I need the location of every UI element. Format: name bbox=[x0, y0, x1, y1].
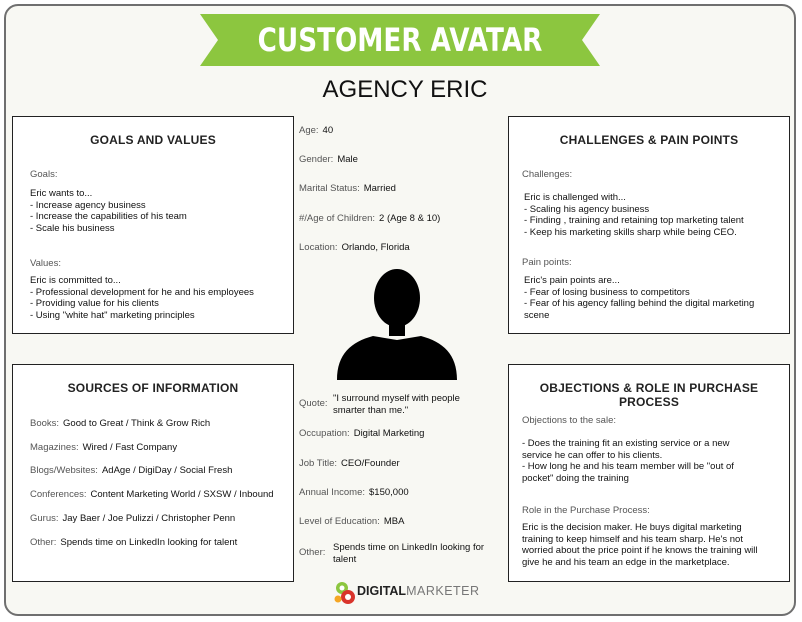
logo-wordmark bbox=[357, 584, 480, 598]
location-label: Location: bbox=[299, 242, 338, 253]
source-value: Good to Great / Think & Grow Rich bbox=[63, 418, 211, 429]
children-value: 2 (Age 8 & 10) bbox=[379, 213, 441, 224]
role-text: Eric is the decision maker. He buys digital marketing training to keep himself and his team sharp. He's not worried about the price point if he knows the training will give he and his team an edge in the marketplace. bbox=[522, 522, 758, 568]
title-banner bbox=[200, 14, 600, 66]
quote-label: Quote: bbox=[299, 398, 328, 409]
gender-value: Male bbox=[337, 154, 358, 165]
quote-row bbox=[299, 393, 504, 426]
gender-label: Gender: bbox=[299, 154, 334, 165]
sources-box bbox=[12, 364, 294, 582]
other-row bbox=[299, 542, 504, 575]
age-value: 40 bbox=[322, 125, 334, 136]
challenges-title: CHALLENGES & PAIN POINTS bbox=[559, 133, 739, 147]
objections-text: - Does the training fit an existing service or a new service he can offer to his clients. - How long he and his team member will be "out of pocket" doing the training bbox=[522, 438, 734, 484]
source-value: Jay Baer / Joe Pulizzi / Christopher Penn bbox=[62, 513, 236, 524]
values-label: Values: bbox=[30, 258, 61, 269]
marital-label: Marital Status: bbox=[299, 183, 360, 194]
age-label: Age: bbox=[299, 125, 319, 136]
goals-values-title: GOALS AND VALUES bbox=[90, 133, 216, 147]
source-row-other bbox=[30, 537, 237, 548]
age-row bbox=[299, 125, 333, 136]
source-label: Conferences: bbox=[30, 489, 87, 500]
location-row bbox=[299, 242, 410, 253]
quote-value: "I surround myself with people smarter than me." bbox=[333, 393, 460, 416]
sources-title: SOURCES OF INFORMATION bbox=[67, 381, 239, 395]
location-value: Orlando, Florida bbox=[341, 242, 410, 253]
income-label: Annual Income: bbox=[299, 487, 366, 498]
source-value: Content Marketing World / SXSW / Inbound bbox=[90, 489, 274, 500]
source-label: Magazines: bbox=[30, 442, 79, 453]
banner-title: CUSTOMER AVATAR bbox=[257, 21, 543, 59]
goals-values-box bbox=[12, 116, 294, 334]
person-silhouette-icon bbox=[333, 268, 461, 380]
values-text: Eric is committed to... - Professional development for he and his employees - Providing value for his clients - Using "white hat" marketing principles bbox=[30, 275, 254, 321]
digital-marketer-logo bbox=[333, 578, 480, 606]
occupation-row bbox=[299, 428, 424, 439]
source-label: Gurus: bbox=[30, 513, 59, 524]
occupation-value: Digital Marketing bbox=[353, 428, 425, 439]
other-value: Spends time on LinkedIn looking for talent bbox=[333, 542, 485, 565]
source-value: Spends time on LinkedIn looking for talent bbox=[60, 537, 238, 548]
other-label: Other: bbox=[299, 547, 326, 558]
gear-icon bbox=[333, 578, 357, 606]
marital-value: Married bbox=[363, 183, 396, 194]
source-label: Books: bbox=[30, 418, 60, 429]
job-title-label: Job Title: bbox=[299, 458, 338, 469]
goals-text: Eric wants to... - Increase agency business - Increase the capabilities of his team - Scale his business bbox=[30, 188, 187, 234]
source-label: Blogs/Websites: bbox=[30, 465, 98, 476]
income-value: $150,000 bbox=[369, 487, 409, 498]
source-value: Wired / Fast Company bbox=[82, 442, 178, 453]
logo-bold-text: DIGITAL bbox=[357, 584, 407, 598]
challenges-text: Eric is challenged with... - Scaling his agency business - Finding , training and retaining top marketing talent - Keep his marketing skills sharp while being CEO. bbox=[524, 192, 744, 238]
objections-box bbox=[508, 364, 790, 582]
pain-points-text: Eric's pain points are... - Fear of losing business to competitors - Fear of his agency falling behind the digital marketing scene bbox=[524, 275, 755, 321]
children-row bbox=[299, 213, 440, 224]
marital-row bbox=[299, 183, 396, 194]
job-title-row bbox=[299, 458, 400, 469]
source-label: Other: bbox=[30, 537, 57, 548]
source-row-blogs bbox=[30, 465, 232, 476]
job-title-value: CEO/Founder bbox=[341, 458, 400, 469]
role-label: Role in the Purchase Process: bbox=[522, 505, 650, 516]
source-row-magazines bbox=[30, 442, 177, 453]
objections-label: Objections to the sale: bbox=[522, 415, 616, 426]
gender-row bbox=[299, 154, 358, 165]
objections-title: OBJECTIONS & ROLE IN PURCHASE PROCESS bbox=[539, 381, 759, 409]
children-label: #/Age of Children: bbox=[299, 213, 376, 224]
logo-light-text: MARKETER bbox=[406, 584, 480, 598]
education-label: Level of Education: bbox=[299, 516, 380, 527]
income-row bbox=[299, 487, 409, 498]
challenges-label: Challenges: bbox=[522, 169, 573, 180]
occupation-label: Occupation: bbox=[299, 428, 350, 439]
avatar-name: AGENCY ERIC bbox=[322, 76, 488, 103]
education-value: MBA bbox=[383, 516, 405, 527]
source-row-books bbox=[30, 418, 210, 429]
source-value: AdAge / DigiDay / Social Fresh bbox=[101, 465, 233, 476]
education-row bbox=[299, 516, 404, 527]
challenges-box bbox=[508, 116, 790, 334]
source-row-gurus bbox=[30, 513, 235, 524]
pain-points-label: Pain points: bbox=[522, 257, 572, 268]
source-row-conferences bbox=[30, 489, 274, 500]
goals-label: Goals: bbox=[30, 169, 58, 180]
